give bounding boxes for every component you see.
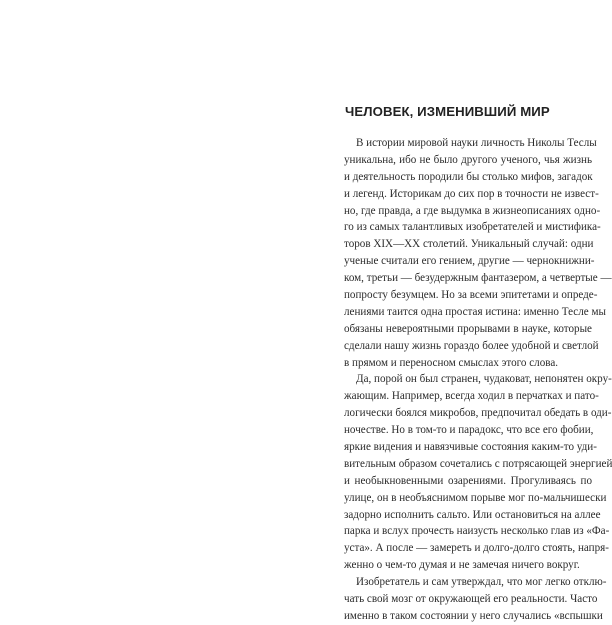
text-line: ученые считали его гением, другие — чернокнижни- [344,255,595,268]
text-line: и легенд. Историкам до сих пор в точности не извест- [344,187,599,200]
text-line: попросту безумцем. Но за всеми эпитетами и опреде- [344,289,598,302]
text-line: парка и вслух прочесть наизусть несколько глав из «Фа- [344,525,610,538]
text-line: и необыкновенными озарениями. Прогуливаясь по [344,474,592,487]
chapter-heading: ЧЕЛОВЕК, ИЗМЕНИВШИЙ МИР [345,104,550,119]
text-line: уникальна, ибо не было другого ученого, чья жизнь [344,153,592,166]
text-line: яркие видения и навязчивые состояния каким-то уди- [344,441,597,454]
text-line: жающим. Например, всегда ходил в перчатках и пато- [344,390,599,403]
text-line: но, где правда, а где выдумка в жизнеописаниях одно- [344,204,601,217]
text-line: и деятельность породили бы столько мифов, загадок [344,170,593,183]
text-line: обязаны невероятными прорывами в науке, которые [344,322,592,335]
text-line: В истории мировой науки личность Николы Теслы [356,137,597,149]
text-line: вительным образом сочетались с потрясающей энергией [344,457,612,470]
text-line: Изобретатель и сам утверждал, что мог легко отклю- [356,576,607,589]
text-line: ночестве. Но в том-то и парадокс, что все его фобии, [344,424,594,437]
text-line: чать свой мозг от окружающей его реальности. Часто [344,593,598,606]
text-line: Да, порой он был странен, чудаковат, непонятен окру- [356,373,612,386]
text-line: женно о чем-то думая и не замечая ничего вокруг. [344,559,580,572]
paragraph-3 [344,574,607,625]
text-line: го из самых талантливых изобретателей и мистифика- [344,221,601,234]
text-line: уста». А после — замереть и долго-долго стоять, напря- [344,542,609,555]
text-line: сделали нашу жизнь гораздо более удобной и светлой [344,339,599,352]
text-line: ком, третьи — безудержным фантазером, а четвертые — [344,272,612,285]
text-line: торов XIX—XX столетий. Уникальный случай: одни [344,238,594,251]
text-line: логически боялся микробов, предпочитал обедать в оди- [344,407,612,420]
text-line: именно в таком состоянии у него случались «вспышки [344,609,603,622]
paragraph-1 [344,135,612,371]
body-text [344,135,612,625]
paragraph-2 [344,371,612,574]
text-line: задорно исполнить сальто. Или остановиться на аллее [344,508,601,521]
text-line: улице, он в необъяснимом порыве мог по-мальчишески [344,491,607,504]
text-line: в прямом и переносном смыслах этого слова. [344,356,559,369]
text-line: лениями таится одна простая истина: именно Тесле мы [344,305,606,318]
